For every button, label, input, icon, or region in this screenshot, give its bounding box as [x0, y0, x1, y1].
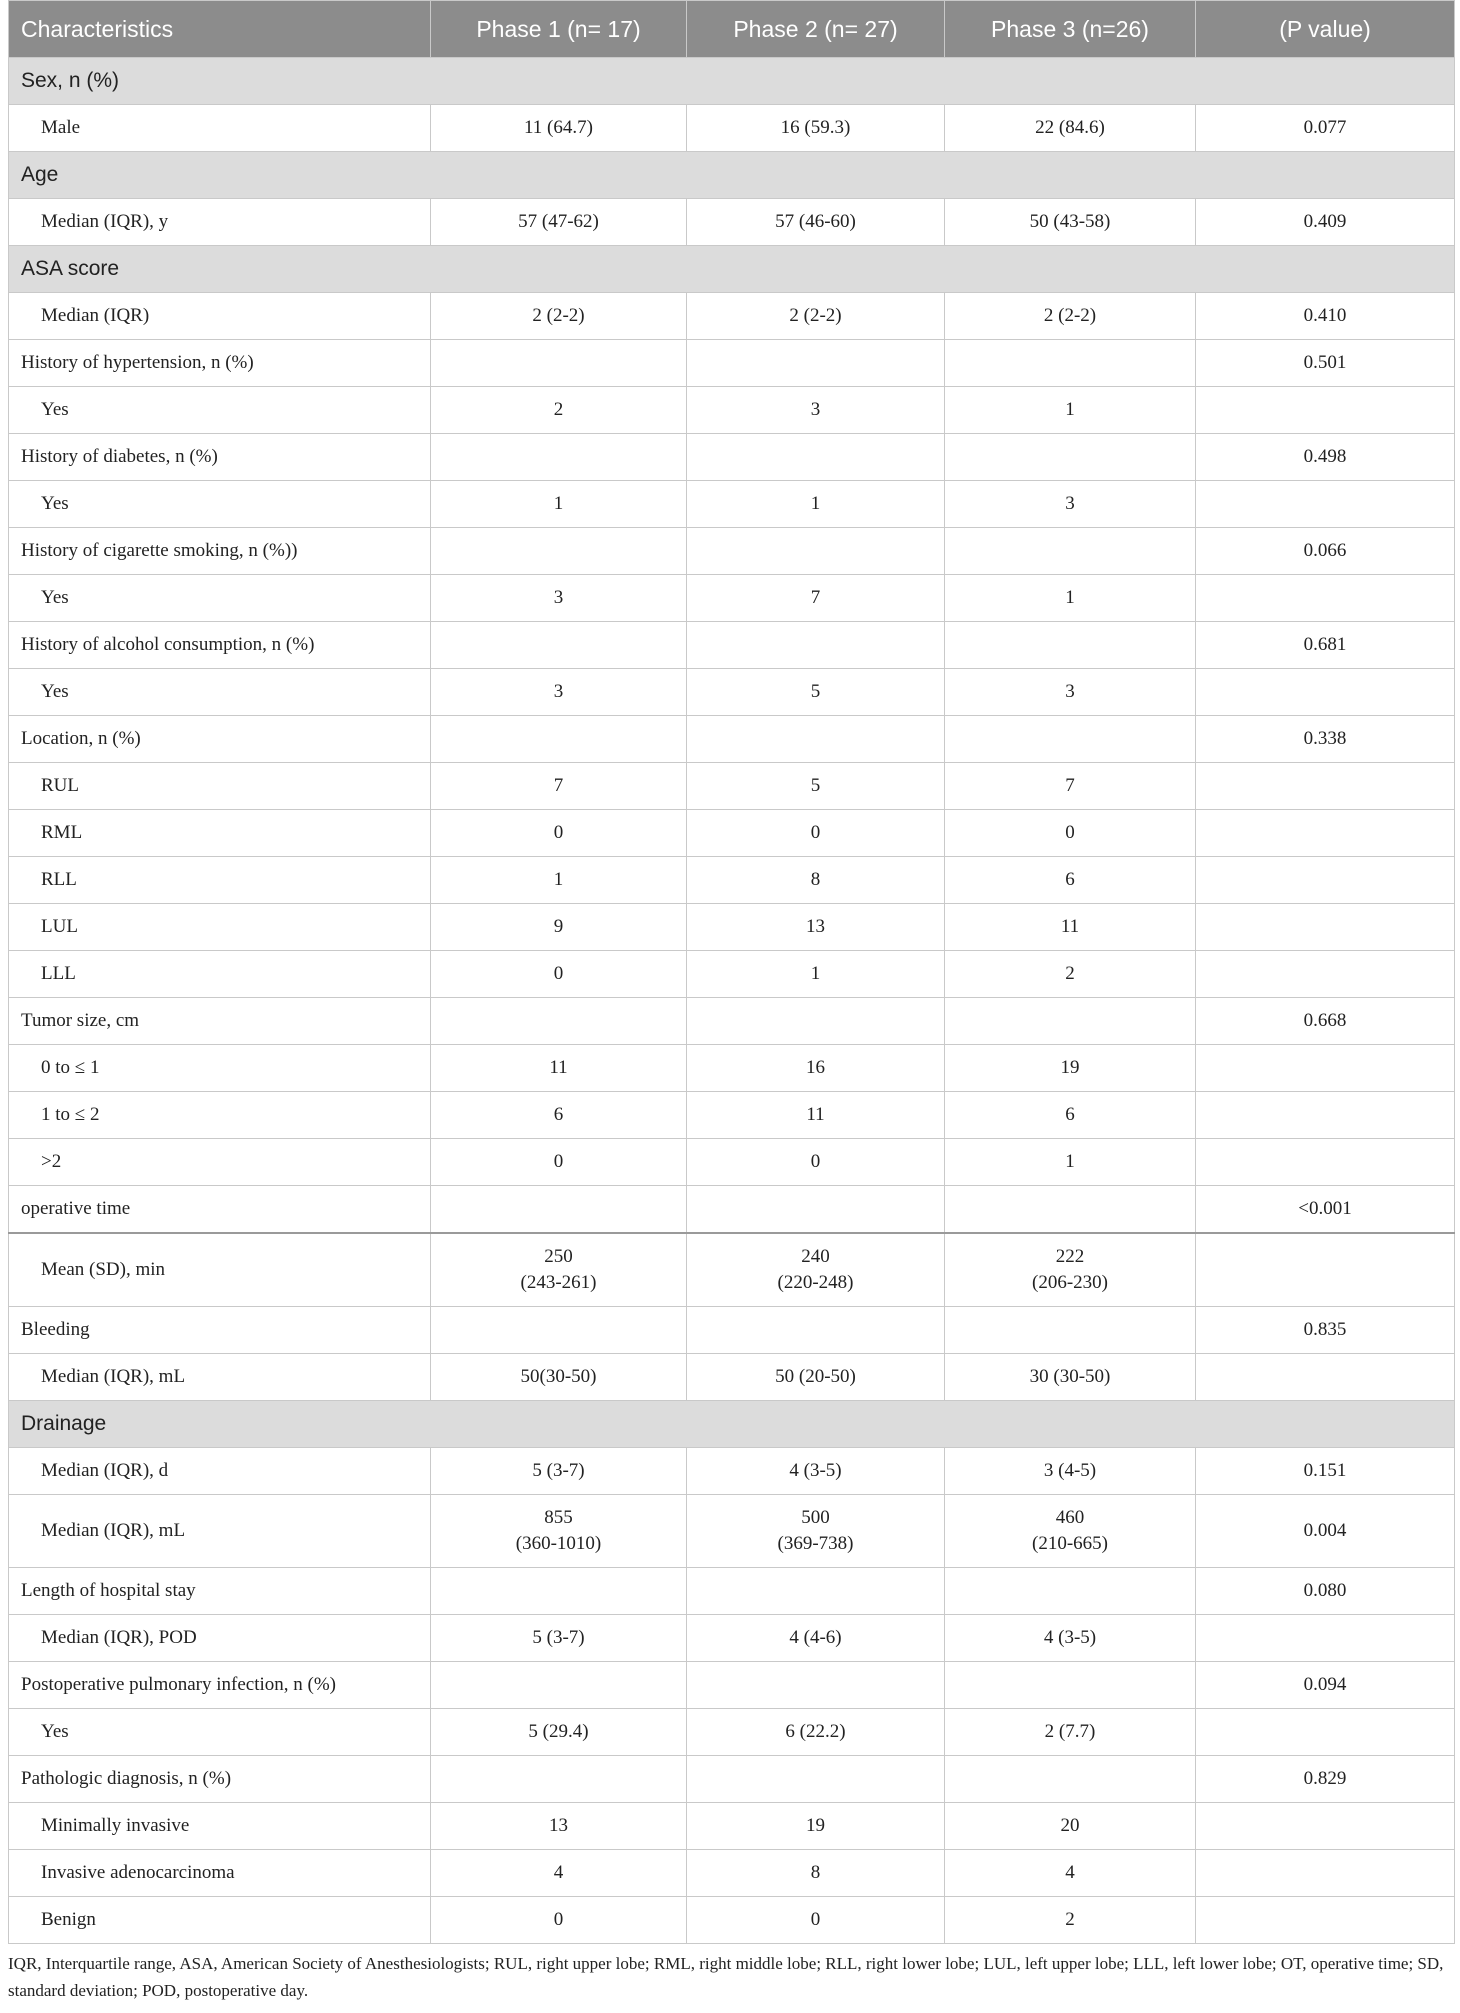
- table-body: [9, 58, 1455, 1944]
- phase-3-cell: [945, 340, 1196, 387]
- phase-1-cell: [431, 998, 687, 1045]
- phase-2-cell: 4 (3-5): [687, 1448, 945, 1495]
- phase-1-cell: [431, 528, 687, 575]
- p-value-cell: 0.004: [1196, 1495, 1455, 1568]
- phase-2-cell: [687, 1568, 945, 1615]
- phase-2-cell: 5: [687, 763, 945, 810]
- phase-1-cell: 1: [431, 857, 687, 904]
- phase-1-cell: 0: [431, 1139, 687, 1186]
- phase-2-cell: [687, 622, 945, 669]
- phase-2-cell: 5: [687, 669, 945, 716]
- p-value-cell: [1196, 387, 1455, 434]
- table-row: [9, 716, 1455, 763]
- section-row: [9, 152, 1455, 199]
- table-row: [9, 1495, 1455, 1568]
- phase-2-cell: 0: [687, 1139, 945, 1186]
- phase-3-cell: 20: [945, 1803, 1196, 1850]
- phase-2-cell: [687, 1756, 945, 1803]
- phase-3-cell: [945, 434, 1196, 481]
- phase-2-cell: 13: [687, 904, 945, 951]
- characteristic-cell: Median (IQR), mL: [9, 1354, 431, 1401]
- characteristic-cell: Invasive adenocarcinoma: [9, 1850, 431, 1897]
- phase-1-cell: 3: [431, 575, 687, 622]
- p-value-cell: [1196, 1850, 1455, 1897]
- characteristic-cell: Yes: [9, 1709, 431, 1756]
- table-row: [9, 951, 1455, 998]
- phase-3-cell: [945, 1756, 1196, 1803]
- p-value-cell: 0.501: [1196, 340, 1455, 387]
- table-row: [9, 1756, 1455, 1803]
- table-row: [9, 622, 1455, 669]
- phase-1-cell: 4: [431, 1850, 687, 1897]
- p-value-cell: [1196, 857, 1455, 904]
- table-row: [9, 1615, 1455, 1662]
- phase-2-cell: [687, 1662, 945, 1709]
- p-value-cell: [1196, 1092, 1455, 1139]
- characteristic-cell: Yes: [9, 669, 431, 716]
- phase-1-cell: 1: [431, 481, 687, 528]
- phase-1-cell: 13: [431, 1803, 687, 1850]
- phase-1-cell: 7: [431, 763, 687, 810]
- phase-1-cell: 855 (360-1010): [431, 1495, 687, 1568]
- table-row: [9, 340, 1455, 387]
- p-value-cell: [1196, 904, 1455, 951]
- phase-3-cell: 3: [945, 481, 1196, 528]
- p-value-cell: 0.094: [1196, 1662, 1455, 1709]
- table-row: [9, 1354, 1455, 1401]
- characteristic-cell: Male: [9, 105, 431, 152]
- table-row: [9, 387, 1455, 434]
- phase-1-cell: [431, 716, 687, 763]
- header-row: [9, 1, 1455, 58]
- phase-2-cell: 4 (4-6): [687, 1615, 945, 1662]
- p-value-cell: 0.080: [1196, 1568, 1455, 1615]
- phase-2-cell: 3: [687, 387, 945, 434]
- characteristic-cell: RUL: [9, 763, 431, 810]
- table-row: [9, 293, 1455, 340]
- characteristic-cell: Pathologic diagnosis, n (%): [9, 1756, 431, 1803]
- table-row: [9, 1045, 1455, 1092]
- table-row: [9, 105, 1455, 152]
- characteristic-cell: Minimally invasive: [9, 1803, 431, 1850]
- p-value-cell: 0.410: [1196, 293, 1455, 340]
- p-value-cell: [1196, 1354, 1455, 1401]
- table-row: [9, 1233, 1455, 1307]
- table-row: [9, 904, 1455, 951]
- table-row: [9, 1186, 1455, 1234]
- phase-3-cell: [945, 998, 1196, 1045]
- phase-2-cell: 50 (20-50): [687, 1354, 945, 1401]
- phase-1-cell: 0: [431, 1897, 687, 1944]
- characteristic-cell: Median (IQR), mL: [9, 1495, 431, 1568]
- section-row: [9, 246, 1455, 293]
- phase-1-cell: 3: [431, 669, 687, 716]
- table-row: [9, 1709, 1455, 1756]
- phase-2-cell: 19: [687, 1803, 945, 1850]
- characteristic-cell: RLL: [9, 857, 431, 904]
- table-row: [9, 1139, 1455, 1186]
- phase-2-cell: [687, 716, 945, 763]
- phase-3-cell: 1: [945, 387, 1196, 434]
- header-phase-2: Phase 2 (n= 27): [687, 1, 945, 58]
- section-label: ASA score: [9, 246, 1455, 293]
- characteristic-cell: Median (IQR): [9, 293, 431, 340]
- phase-3-cell: 6: [945, 1092, 1196, 1139]
- table-row: [9, 998, 1455, 1045]
- phase-3-cell: [945, 1568, 1196, 1615]
- p-value-cell: [1196, 951, 1455, 998]
- phase-3-cell: 2 (7.7): [945, 1709, 1196, 1756]
- table-row: [9, 481, 1455, 528]
- table-row: [9, 1092, 1455, 1139]
- characteristic-cell: History of hypertension, n (%): [9, 340, 431, 387]
- characteristic-cell: Yes: [9, 387, 431, 434]
- phase-2-cell: 7: [687, 575, 945, 622]
- phase-3-cell: 19: [945, 1045, 1196, 1092]
- phase-1-cell: 5 (29.4): [431, 1709, 687, 1756]
- p-value-cell: 0.338: [1196, 716, 1455, 763]
- table-container: [8, 0, 1454, 1944]
- section-label: Age: [9, 152, 1455, 199]
- phase-1-cell: 9: [431, 904, 687, 951]
- p-value-cell: [1196, 1709, 1455, 1756]
- p-value-cell: [1196, 1803, 1455, 1850]
- phase-2-cell: [687, 998, 945, 1045]
- table-row: [9, 1448, 1455, 1495]
- table-row: [9, 1897, 1455, 1944]
- phase-1-cell: [431, 1307, 687, 1354]
- phase-2-cell: [687, 1186, 945, 1234]
- phase-2-cell: 57 (46-60): [687, 199, 945, 246]
- phase-1-cell: 50(30-50): [431, 1354, 687, 1401]
- phase-2-cell: 0: [687, 810, 945, 857]
- phase-1-cell: 2 (2-2): [431, 293, 687, 340]
- p-value-cell: [1196, 1897, 1455, 1944]
- phase-3-cell: 6: [945, 857, 1196, 904]
- p-value-cell: 0.066: [1196, 528, 1455, 575]
- phase-3-cell: 4: [945, 1850, 1196, 1897]
- characteristic-cell: 1 to ≤ 2: [9, 1092, 431, 1139]
- phase-3-cell: [945, 1307, 1196, 1354]
- p-value-cell: [1196, 810, 1455, 857]
- phase-2-cell: 16: [687, 1045, 945, 1092]
- characteristic-cell: Yes: [9, 481, 431, 528]
- table-row: [9, 857, 1455, 904]
- p-value-cell: [1196, 1045, 1455, 1092]
- section-label: Drainage: [9, 1401, 1455, 1448]
- phase-3-cell: 30 (30-50): [945, 1354, 1196, 1401]
- phase-1-cell: 11 (64.7): [431, 105, 687, 152]
- phase-1-cell: 250 (243-261): [431, 1233, 687, 1307]
- phase-1-cell: 6: [431, 1092, 687, 1139]
- header-characteristics: Characteristics: [9, 1, 431, 58]
- table-row: [9, 1850, 1455, 1897]
- phase-2-cell: 2 (2-2): [687, 293, 945, 340]
- characteristic-cell: Mean (SD), min: [9, 1233, 431, 1307]
- phase-3-cell: 1: [945, 1139, 1196, 1186]
- header-phase-3: Phase 3 (n=26): [945, 1, 1196, 58]
- characteristic-cell: Yes: [9, 575, 431, 622]
- phase-2-cell: 0: [687, 1897, 945, 1944]
- table-row: [9, 575, 1455, 622]
- table-footnote: IQR, Interquartile range, ASA, American Society of Anesthesiologists; RUL, right upper lobe; RML, right middle lobe; RLL, right lower lobe; LUL, left upper lobe; LLL, left lower lobe; OT, operative time; SD, standard deviation; POD, postoperative day.: [8, 1954, 1444, 2000]
- phase-2-cell: 6 (22.2): [687, 1709, 945, 1756]
- phase-2-cell: [687, 1307, 945, 1354]
- table-row: [9, 1568, 1455, 1615]
- table-row: [9, 763, 1455, 810]
- phase-1-cell: 5 (3-7): [431, 1448, 687, 1495]
- table-row: [9, 199, 1455, 246]
- phase-2-cell: [687, 528, 945, 575]
- phase-3-cell: [945, 1662, 1196, 1709]
- table-row: [9, 1662, 1455, 1709]
- phase-2-cell: 16 (59.3): [687, 105, 945, 152]
- p-value-cell: 0.409: [1196, 199, 1455, 246]
- phase-1-cell: 0: [431, 810, 687, 857]
- characteristic-cell: Median (IQR), d: [9, 1448, 431, 1495]
- phase-3-cell: 2: [945, 1897, 1196, 1944]
- phase-3-cell: [945, 716, 1196, 763]
- characteristic-cell: History of cigarette smoking, n (%)): [9, 528, 431, 575]
- p-value-cell: 0.835: [1196, 1307, 1455, 1354]
- characteristic-cell: 0 to ≤ 1: [9, 1045, 431, 1092]
- phase-1-cell: 11: [431, 1045, 687, 1092]
- phase-3-cell: 3: [945, 669, 1196, 716]
- phase-2-cell: 11: [687, 1092, 945, 1139]
- characteristic-cell: RML: [9, 810, 431, 857]
- header-p-value: (P value): [1196, 1, 1455, 58]
- p-value-cell: 0.077: [1196, 105, 1455, 152]
- phase-2-cell: 240 (220-248): [687, 1233, 945, 1307]
- phase-3-cell: 50 (43-58): [945, 199, 1196, 246]
- phase-1-cell: [431, 340, 687, 387]
- phase-1-cell: [431, 1186, 687, 1234]
- p-value-cell: 0.151: [1196, 1448, 1455, 1495]
- section-row: [9, 1401, 1455, 1448]
- characteristic-cell: Tumor size, cm: [9, 998, 431, 1045]
- phase-1-cell: 57 (47-62): [431, 199, 687, 246]
- characteristic-cell: Length of hospital stay: [9, 1568, 431, 1615]
- characteristic-cell: operative time: [9, 1186, 431, 1234]
- phase-2-cell: [687, 434, 945, 481]
- section-label: Sex, n (%): [9, 58, 1455, 105]
- table-header: [9, 1, 1455, 58]
- characteristic-cell: Benign: [9, 1897, 431, 1944]
- p-value-cell: <0.001: [1196, 1186, 1455, 1234]
- phase-3-cell: [945, 1186, 1196, 1234]
- p-value-cell: [1196, 575, 1455, 622]
- phase-1-cell: [431, 622, 687, 669]
- characteristic-cell: Postoperative pulmonary infection, n (%): [9, 1662, 431, 1709]
- phase-2-cell: 8: [687, 1850, 945, 1897]
- p-value-cell: [1196, 669, 1455, 716]
- p-value-cell: [1196, 763, 1455, 810]
- characteristic-cell: >2: [9, 1139, 431, 1186]
- phase-1-cell: [431, 1568, 687, 1615]
- p-value-cell: [1196, 1615, 1455, 1662]
- phase-2-cell: 8: [687, 857, 945, 904]
- phase-3-cell: 2: [945, 951, 1196, 998]
- p-value-cell: 0.681: [1196, 622, 1455, 669]
- phase-1-cell: 2: [431, 387, 687, 434]
- phase-2-cell: 1: [687, 951, 945, 998]
- header-phase-1: Phase 1 (n= 17): [431, 1, 687, 58]
- section-row: [9, 58, 1455, 105]
- phase-3-cell: 222 (206-230): [945, 1233, 1196, 1307]
- phase-3-cell: [945, 622, 1196, 669]
- p-value-cell: 0.498: [1196, 434, 1455, 481]
- phase-1-cell: [431, 1662, 687, 1709]
- phase-2-cell: 500 (369-738): [687, 1495, 945, 1568]
- phase-1-cell: 5 (3-7): [431, 1615, 687, 1662]
- characteristic-cell: LUL: [9, 904, 431, 951]
- p-value-cell: 0.668: [1196, 998, 1455, 1045]
- characteristic-cell: Bleeding: [9, 1307, 431, 1354]
- phase-1-cell: 0: [431, 951, 687, 998]
- table-row: [9, 810, 1455, 857]
- phase-3-cell: 4 (3-5): [945, 1615, 1196, 1662]
- p-value-cell: [1196, 481, 1455, 528]
- phase-3-cell: 3 (4-5): [945, 1448, 1196, 1495]
- p-value-cell: 0.829: [1196, 1756, 1455, 1803]
- table-row: [9, 434, 1455, 481]
- table-row: [9, 1803, 1455, 1850]
- phase-3-cell: [945, 528, 1196, 575]
- phase-2-cell: 1: [687, 481, 945, 528]
- characteristic-cell: LLL: [9, 951, 431, 998]
- characteristic-cell: Location, n (%): [9, 716, 431, 763]
- p-value-cell: [1196, 1233, 1455, 1307]
- phase-1-cell: [431, 1756, 687, 1803]
- table-row: [9, 669, 1455, 716]
- phase-3-cell: 1: [945, 575, 1196, 622]
- characteristic-cell: Median (IQR), y: [9, 199, 431, 246]
- phase-3-cell: 7: [945, 763, 1196, 810]
- phase-3-cell: 11: [945, 904, 1196, 951]
- phase-3-cell: 2 (2-2): [945, 293, 1196, 340]
- table-row: [9, 528, 1455, 575]
- characteristic-cell: Median (IQR), POD: [9, 1615, 431, 1662]
- phase-3-cell: 22 (84.6): [945, 105, 1196, 152]
- table-row: [9, 1307, 1455, 1354]
- phase-3-cell: 460 (210-665): [945, 1495, 1196, 1568]
- characteristic-cell: History of alcohol consumption, n (%): [9, 622, 431, 669]
- phase-3-cell: 0: [945, 810, 1196, 857]
- p-value-cell: [1196, 1139, 1455, 1186]
- phase-2-cell: [687, 340, 945, 387]
- characteristics-table: [8, 0, 1455, 1944]
- phase-1-cell: [431, 434, 687, 481]
- characteristic-cell: History of diabetes, n (%): [9, 434, 431, 481]
